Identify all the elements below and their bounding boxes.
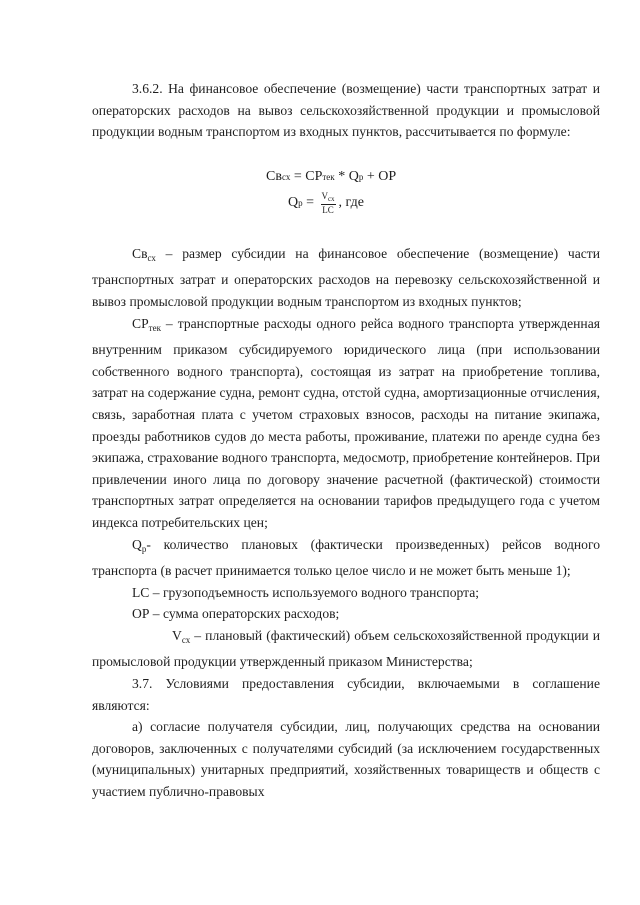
definition-q-term: Q <box>132 536 142 552</box>
definition-v-subscript: сх <box>181 634 191 645</box>
definition-cp <box>92 313 600 534</box>
formula-trips <box>266 189 600 217</box>
definition-op: ОР – сумма операторских расходов; <box>132 606 340 622</box>
formula2-where: , где <box>338 194 364 210</box>
formula2-equals: = <box>302 194 318 210</box>
formula2-q-subscript: р <box>298 197 303 208</box>
definition-sv-text: – размер субсидии на финансовое обеспечение (возмещение) части транспортных затрат и операторских расходов на перевозку сельскохозяйственной и вывоз промысловой продукции водным транспортом из входных пунктов; <box>92 245 600 309</box>
formula2-denominator: LC <box>322 204 334 215</box>
formula-block <box>92 165 600 217</box>
definition-v-text: – плановый (фактический) объем сельскохозяйственной продукции и промысловой продукции утвержденный приказом Министерства; <box>92 627 600 670</box>
formula2-v-symbol: V <box>321 190 329 201</box>
item-a-paragraph: а) согласие получателя субсидии, лиц, получающих средства на основании договоров, заключенных с получателями субсидий (за исключением государственных (муниципальных) унитарных предприятий, хозяйственных товариществ и обществ с участием публично-правовых <box>92 719 600 800</box>
definition-sv <box>92 243 600 313</box>
formula-sv-subscript: сх <box>281 171 291 182</box>
formula2-fraction <box>321 191 336 215</box>
formula-sv-symbol: Св <box>266 168 282 184</box>
formula2-v-subscript: сх <box>328 194 335 203</box>
definition-cp-subscript: тек <box>148 322 161 333</box>
definition-cp-term: СР <box>132 315 149 331</box>
definition-q <box>92 534 600 582</box>
formula2-q-symbol: Q <box>288 194 299 210</box>
formula-equals: = <box>290 168 306 184</box>
formula-cp-symbol: СР <box>305 168 323 184</box>
formula-subsidy <box>266 165 600 189</box>
definition-sv-term: Св <box>132 245 148 261</box>
definition-q-subscript: р <box>141 543 147 554</box>
definition-q-text: - количество плановых (фактически произведенных) рейсов водного транспорта (в расчет принимается только целое число и не может быть меньше 1); <box>92 536 600 579</box>
formula-op-term: + ОР <box>363 168 397 184</box>
formula-q-subscript: р <box>358 171 364 182</box>
formula-cp-subscript: тек <box>322 171 335 182</box>
definition-v <box>92 625 600 673</box>
definition-lc: LC – грузоподъемность используемого водного транспорта; <box>132 584 480 600</box>
formula-q-symbol: * Q <box>334 168 359 184</box>
definition-v-term: V <box>172 627 182 643</box>
section-3-6-2-paragraph: 3.6.2. На финансовое обеспечение (возмещение) части транспортных затрат и операторских расходов на вывоз сельскохозяйственной продукции и промысловой продукции водным транспортом из входных пунктов, рассчитывается по формуле: <box>92 81 600 140</box>
definition-sv-subscript: сх <box>147 252 156 263</box>
formula2-numerator <box>321 191 336 205</box>
section-3-7-paragraph: 3.7. Условиями предоставления субсидии, включаемыми в соглашение являются: <box>92 676 600 713</box>
definition-cp-text: – транспортные расходы одного рейса водного транспорта утвержденная внутренним приказом субсидируемого юридического лица (при использовании собственного водного транспорта), состоящая из затрат на приобретение топлива, затрат на содержание судна, ремонт судна, отстой судна, амортизационные отчисления, связь, заработная плата с учетом страховых взносов, расходы на питание экипажа, проезды работников судов до места работы, проживание, платежи по аренде судна без экипажа, страхование водного транспорта, медосмотр, приобретение контейнеров. При привлечении иного лица по договору значение расчетной (фактической) стоимости транспортных затрат определяется на основании тарифов предыдущего года с учетом индекса потребительских цен; <box>92 315 600 530</box>
